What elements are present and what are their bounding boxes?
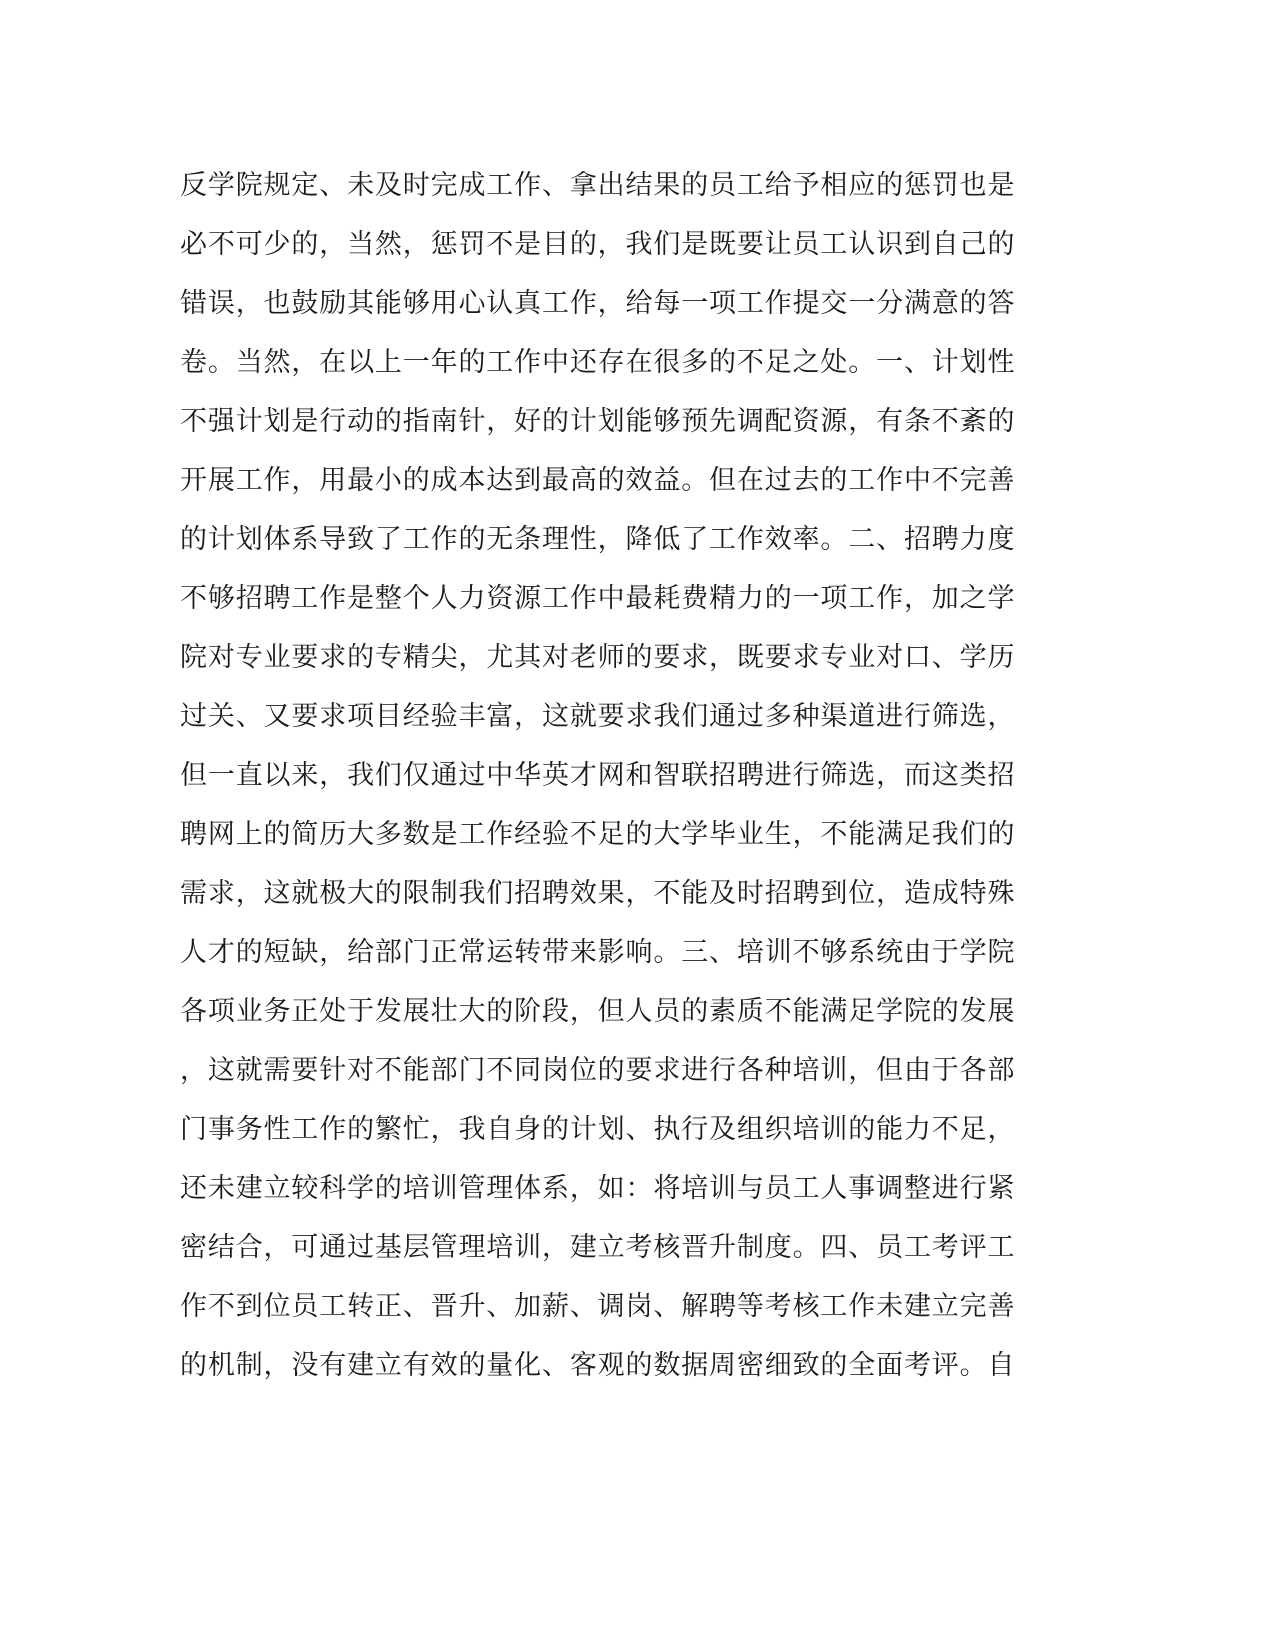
text-line: 过关、又要求项目经验丰富，这就要求我们通过多种渠道进行筛选， [180, 701, 1015, 732]
text-line: 需求，这就极大的限制我们招聘效果，不能及时招聘到位，造成特殊 [180, 878, 1015, 909]
text-line: 聘网上的简历大多数是工作经验不足的大学毕业生，不能满足我们的 [180, 819, 1015, 850]
text-line: 作不到位员工转正、晋升、加薪、调岗、解聘等考核工作未建立完善 [180, 1291, 1015, 1322]
text-line: 开展工作，用最小的成本达到最高的效益。但在过去的工作中不完善 [180, 465, 1015, 496]
text-line: 人才的短缺，给部门正常运转带来影响。三、培训不够系统由于学院 [180, 937, 1015, 968]
text-line: 错误，也鼓励其能够用心认真工作，给每一项工作提交一分满意的答 [180, 288, 1015, 319]
text-line: 卷。当然，在以上一年的工作中还存在很多的不足之处。一、计划性 [180, 347, 1015, 378]
text-line: 但一直以来，我们仅通过中华英才网和智联招聘进行筛选，而这类招 [180, 760, 1015, 791]
text-line: 院对专业要求的专精尖，尤其对老师的要求，既要求专业对口、学历 [180, 642, 1015, 673]
text-line: ，这就需要针对不能部门不同岗位的要求进行各种培训，但由于各部 [180, 1055, 1015, 1086]
text-line: 不够招聘工作是整个人力资源工作中最耗费精力的一项工作，加之学 [180, 583, 1015, 614]
text-line: 反学院规定、未及时完成工作、拿出结果的员工给予相应的惩罚也是 [180, 170, 1015, 201]
text-line: 的计划体系导致了工作的无条理性，降低了工作效率。二、招聘力度 [180, 524, 1015, 555]
text-line: 各项业务正处于发展壮大的阶段，但人员的素质不能满足学院的发展 [180, 996, 1015, 1027]
text-line: 的机制，没有建立有效的量化、客观的数据周密细致的全面考评。自 [180, 1350, 1015, 1381]
text-line: 必不可少的，当然，惩罚不是目的，我们是既要让员工认识到自己的 [180, 229, 1015, 260]
body-text [180, 156, 1015, 1395]
text-line: 还未建立较科学的培训管理体系，如：将培训与员工人事调整进行紧 [180, 1173, 1015, 1204]
text-line: 密结合，可通过基层管理培训，建立考核晋升制度。四、员工考评工 [180, 1232, 1015, 1263]
text-line: 不强计划是行动的指南针，好的计划能够预先调配资源，有条不紊的 [180, 406, 1015, 437]
text-line: 门事务性工作的繁忙，我自身的计划、执行及组织培训的能力不足， [180, 1114, 1015, 1145]
